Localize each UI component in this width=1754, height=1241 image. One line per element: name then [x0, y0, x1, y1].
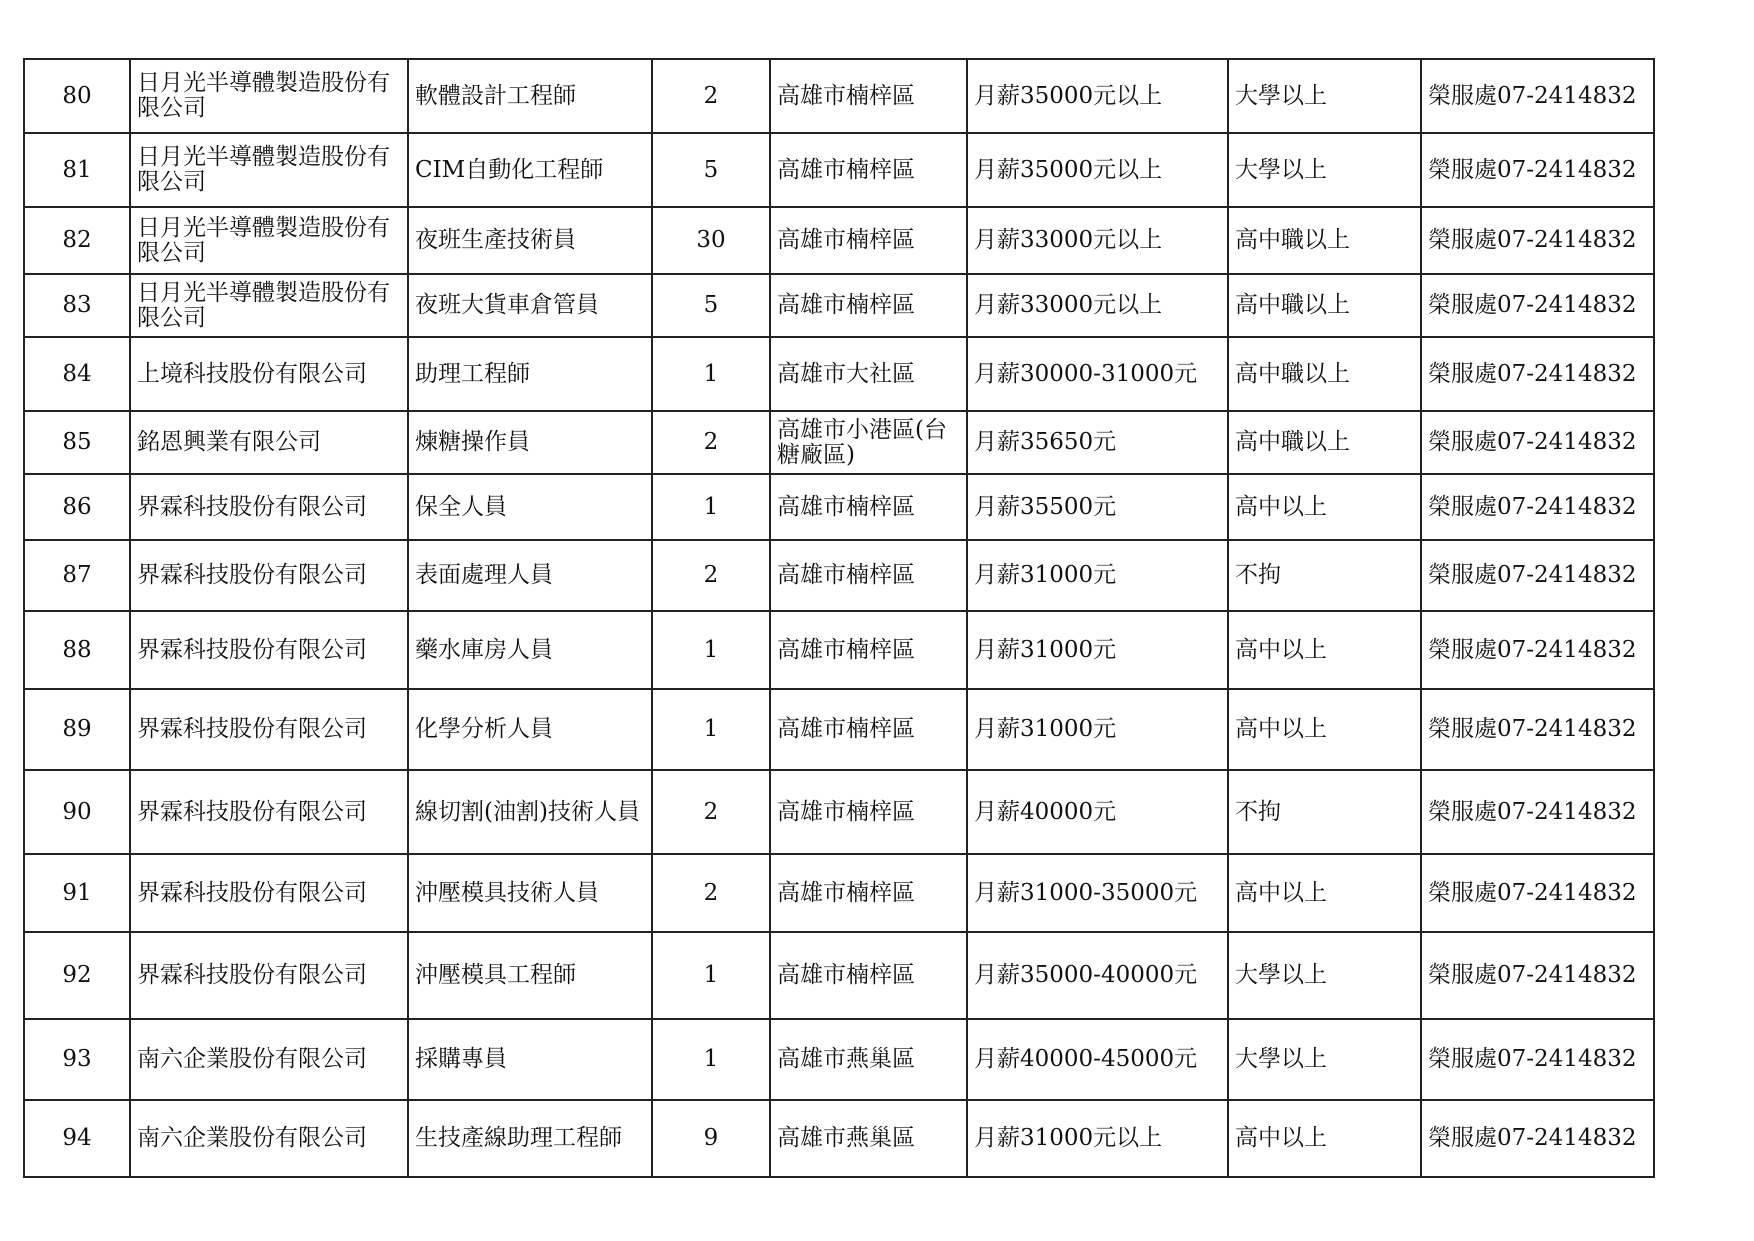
company-name-cell: 日月光半導體製造股份有限公司	[130, 274, 408, 337]
openings-count-cell: 2	[652, 59, 770, 133]
table-row	[24, 274, 1654, 337]
salary-cell: 月薪35000元以上	[967, 59, 1228, 133]
education-requirement-cell: 大學以上	[1228, 59, 1421, 133]
row-number-cell: 81	[24, 133, 130, 207]
openings-count-cell: 1	[652, 689, 770, 770]
contact-info-cell: 榮服處07-2414832	[1421, 689, 1654, 770]
row-number-cell: 89	[24, 689, 130, 770]
company-name-cell: 界霖科技股份有限公司	[130, 540, 408, 611]
work-location-cell: 高雄市楠梓區	[770, 133, 967, 207]
work-location-cell: 高雄市楠梓區	[770, 540, 967, 611]
row-number-cell: 87	[24, 540, 130, 611]
salary-cell: 月薪30000-31000元	[967, 337, 1228, 411]
work-location-cell: 高雄市小港區(台糖廠區)	[770, 411, 967, 474]
job-title-cell: 夜班大貨車倉管員	[408, 274, 652, 337]
job-title-cell: 生技產線助理工程師	[408, 1100, 652, 1177]
salary-cell: 月薪31000-35000元	[967, 854, 1228, 932]
work-location-cell: 高雄市楠梓區	[770, 854, 967, 932]
table-row	[24, 1100, 1654, 1177]
education-requirement-cell: 大學以上	[1228, 133, 1421, 207]
education-requirement-cell: 高中職以上	[1228, 411, 1421, 474]
row-number-cell: 90	[24, 770, 130, 854]
contact-info-cell: 榮服處07-2414832	[1421, 932, 1654, 1019]
salary-cell: 月薪40000-45000元	[967, 1019, 1228, 1100]
education-requirement-cell: 大學以上	[1228, 932, 1421, 1019]
table-row	[24, 133, 1654, 207]
job-title-cell: 沖壓模具工程師	[408, 932, 652, 1019]
work-location-cell: 高雄市楠梓區	[770, 207, 967, 274]
job-rows	[24, 59, 1654, 1177]
education-requirement-cell: 高中職以上	[1228, 207, 1421, 274]
job-title-cell: 夜班生產技術員	[408, 207, 652, 274]
job-title-cell: 採購專員	[408, 1019, 652, 1100]
row-number-cell: 82	[24, 207, 130, 274]
table-row	[24, 411, 1654, 474]
job-title-cell: 化學分析人員	[408, 689, 652, 770]
work-location-cell: 高雄市楠梓區	[770, 689, 967, 770]
row-number-cell: 83	[24, 274, 130, 337]
job-title-cell: 藥水庫房人員	[408, 611, 652, 689]
openings-count-cell: 5	[652, 274, 770, 337]
row-number-cell: 92	[24, 932, 130, 1019]
openings-count-cell: 1	[652, 474, 770, 540]
contact-info-cell: 榮服處07-2414832	[1421, 770, 1654, 854]
table-row	[24, 854, 1654, 932]
education-requirement-cell: 高中職以上	[1228, 337, 1421, 411]
openings-count-cell: 2	[652, 540, 770, 611]
work-location-cell: 高雄市楠梓區	[770, 932, 967, 1019]
education-requirement-cell: 大學以上	[1228, 1019, 1421, 1100]
row-number-cell: 94	[24, 1100, 130, 1177]
education-requirement-cell: 高中以上	[1228, 854, 1421, 932]
openings-count-cell: 2	[652, 854, 770, 932]
salary-cell: 月薪31000元	[967, 611, 1228, 689]
openings-count-cell: 9	[652, 1100, 770, 1177]
job-title-cell: 煉糖操作員	[408, 411, 652, 474]
job-title-cell: 線切割(油割)技術人員	[408, 770, 652, 854]
education-requirement-cell: 高中以上	[1228, 1100, 1421, 1177]
company-name-cell: 上境科技股份有限公司	[130, 337, 408, 411]
row-number-cell: 91	[24, 854, 130, 932]
contact-info-cell: 榮服處07-2414832	[1421, 133, 1654, 207]
work-location-cell: 高雄市楠梓區	[770, 770, 967, 854]
row-number-cell: 93	[24, 1019, 130, 1100]
row-number-cell: 84	[24, 337, 130, 411]
job-title-cell: CIM自動化工程師	[408, 133, 652, 207]
openings-count-cell: 1	[652, 932, 770, 1019]
contact-info-cell: 榮服處07-2414832	[1421, 337, 1654, 411]
table-row	[24, 207, 1654, 274]
company-name-cell: 界霖科技股份有限公司	[130, 932, 408, 1019]
row-number-cell: 85	[24, 411, 130, 474]
contact-info-cell: 榮服處07-2414832	[1421, 611, 1654, 689]
company-name-cell: 日月光半導體製造股份有限公司	[130, 133, 408, 207]
salary-cell: 月薪33000元以上	[967, 207, 1228, 274]
company-name-cell: 日月光半導體製造股份有限公司	[130, 207, 408, 274]
salary-cell: 月薪31000元	[967, 689, 1228, 770]
row-number-cell: 80	[24, 59, 130, 133]
salary-cell: 月薪35000元以上	[967, 133, 1228, 207]
contact-info-cell: 榮服處07-2414832	[1421, 540, 1654, 611]
company-name-cell: 南六企業股份有限公司	[130, 1100, 408, 1177]
education-requirement-cell: 不拘	[1228, 770, 1421, 854]
job-listings-table	[23, 58, 1655, 1178]
company-name-cell: 南六企業股份有限公司	[130, 1019, 408, 1100]
work-location-cell: 高雄市楠梓區	[770, 474, 967, 540]
work-location-cell: 高雄市燕巢區	[770, 1100, 967, 1177]
salary-cell: 月薪35000-40000元	[967, 932, 1228, 1019]
table-row	[24, 1019, 1654, 1100]
work-location-cell: 高雄市楠梓區	[770, 274, 967, 337]
company-name-cell: 界霖科技股份有限公司	[130, 770, 408, 854]
education-requirement-cell: 高中以上	[1228, 689, 1421, 770]
contact-info-cell: 榮服處07-2414832	[1421, 411, 1654, 474]
salary-cell: 月薪31000元以上	[967, 1100, 1228, 1177]
company-name-cell: 界霖科技股份有限公司	[130, 474, 408, 540]
salary-cell: 月薪31000元	[967, 540, 1228, 611]
table-row	[24, 540, 1654, 611]
openings-count-cell: 2	[652, 411, 770, 474]
company-name-cell: 日月光半導體製造股份有限公司	[130, 59, 408, 133]
education-requirement-cell: 高中職以上	[1228, 274, 1421, 337]
salary-cell: 月薪35500元	[967, 474, 1228, 540]
company-name-cell: 界霖科技股份有限公司	[130, 611, 408, 689]
table-row	[24, 770, 1654, 854]
contact-info-cell: 榮服處07-2414832	[1421, 1019, 1654, 1100]
education-requirement-cell: 高中以上	[1228, 611, 1421, 689]
contact-info-cell: 榮服處07-2414832	[1421, 1100, 1654, 1177]
job-title-cell: 沖壓模具技術人員	[408, 854, 652, 932]
salary-cell: 月薪33000元以上	[967, 274, 1228, 337]
openings-count-cell: 1	[652, 611, 770, 689]
contact-info-cell: 榮服處07-2414832	[1421, 474, 1654, 540]
openings-count-cell: 30	[652, 207, 770, 274]
job-title-cell: 助理工程師	[408, 337, 652, 411]
row-number-cell: 86	[24, 474, 130, 540]
job-title-cell: 表面處理人員	[408, 540, 652, 611]
work-location-cell: 高雄市燕巢區	[770, 1019, 967, 1100]
company-name-cell: 界霖科技股份有限公司	[130, 854, 408, 932]
salary-cell: 月薪35650元	[967, 411, 1228, 474]
table-row	[24, 59, 1654, 133]
table-row	[24, 611, 1654, 689]
row-number-cell: 88	[24, 611, 130, 689]
table-row	[24, 337, 1654, 411]
education-requirement-cell: 不拘	[1228, 540, 1421, 611]
company-name-cell: 銘恩興業有限公司	[130, 411, 408, 474]
contact-info-cell: 榮服處07-2414832	[1421, 207, 1654, 274]
openings-count-cell: 5	[652, 133, 770, 207]
table-row	[24, 474, 1654, 540]
openings-count-cell: 1	[652, 1019, 770, 1100]
openings-count-cell: 1	[652, 337, 770, 411]
work-location-cell: 高雄市楠梓區	[770, 59, 967, 133]
job-title-cell: 保全人員	[408, 474, 652, 540]
openings-count-cell: 2	[652, 770, 770, 854]
work-location-cell: 高雄市大社區	[770, 337, 967, 411]
contact-info-cell: 榮服處07-2414832	[1421, 59, 1654, 133]
contact-info-cell: 榮服處07-2414832	[1421, 854, 1654, 932]
salary-cell: 月薪40000元	[967, 770, 1228, 854]
job-title-cell: 軟體設計工程師	[408, 59, 652, 133]
contact-info-cell: 榮服處07-2414832	[1421, 274, 1654, 337]
table-row	[24, 932, 1654, 1019]
table-row	[24, 689, 1654, 770]
company-name-cell: 界霖科技股份有限公司	[130, 689, 408, 770]
work-location-cell: 高雄市楠梓區	[770, 611, 967, 689]
education-requirement-cell: 高中以上	[1228, 474, 1421, 540]
